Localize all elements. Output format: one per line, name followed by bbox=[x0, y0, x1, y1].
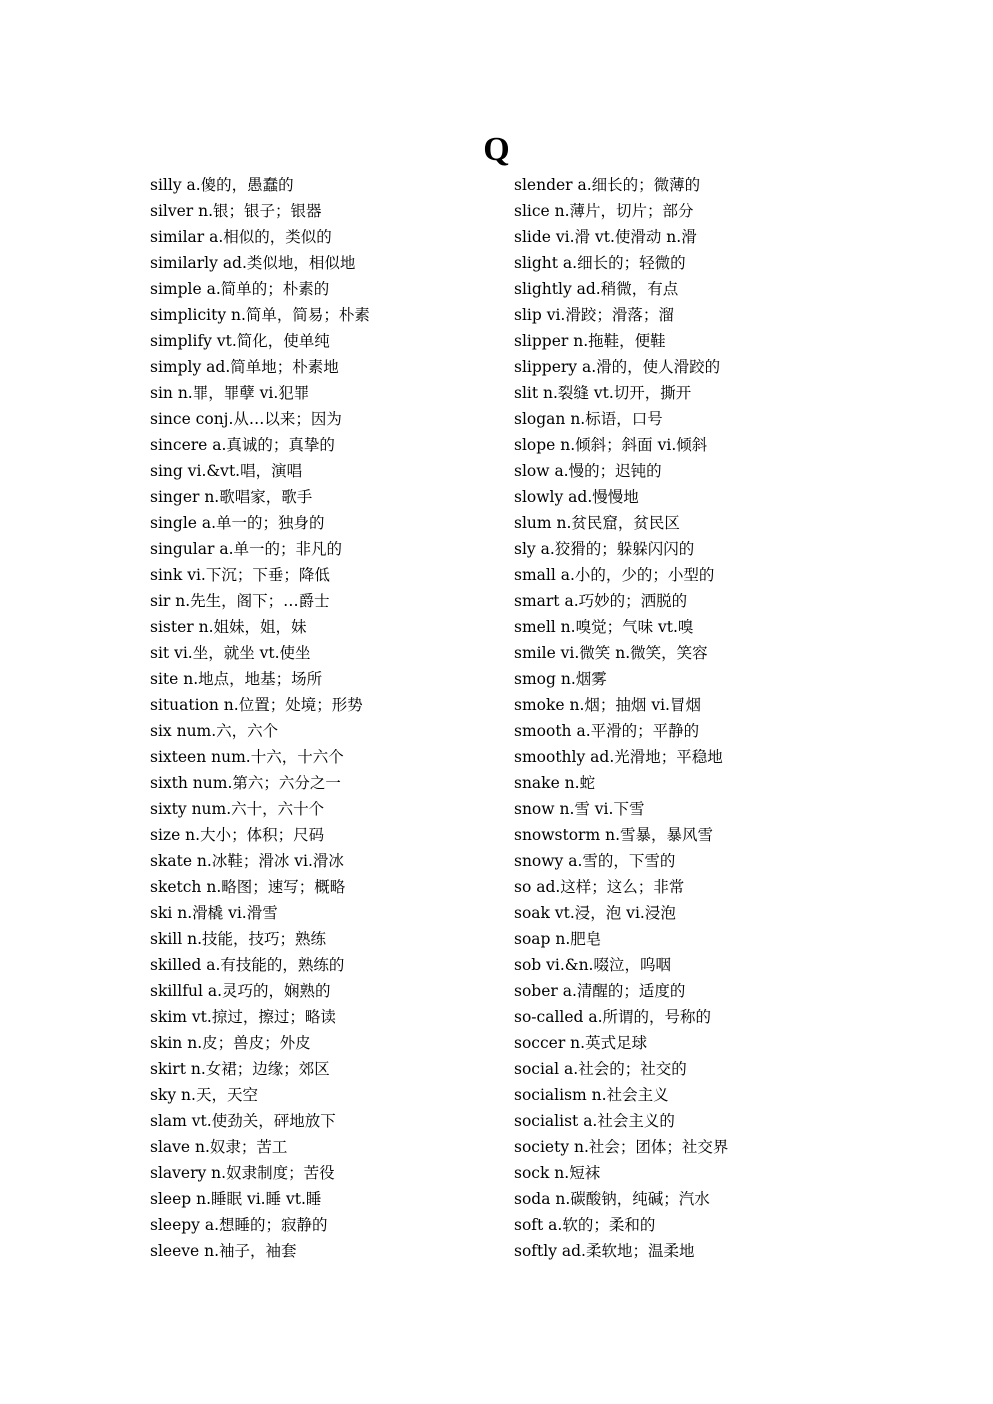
vocab-entry: smart a.巧妙的；洒脱的 bbox=[514, 592, 688, 610]
vocab-entry: sketch n.略图；速写；概略 bbox=[150, 878, 346, 896]
vocab-entry: silly a.傻的，愚蠢的 bbox=[150, 176, 294, 194]
vocab-entry: slightly ad.稍微，有点 bbox=[514, 280, 679, 298]
vocab-entry: skillful a.灵巧的，娴熟的 bbox=[150, 982, 331, 1000]
vocab-entry: so-called a.所谓的，号称的 bbox=[514, 1008, 712, 1026]
vocab-entry: sixteen num.十六，十六个 bbox=[150, 748, 344, 766]
vocab-entry: slavery n.奴隶制度；苦役 bbox=[150, 1164, 335, 1182]
vocab-entry: sleep n.睡眠 vi.睡 vt.睡 bbox=[150, 1190, 322, 1208]
vocab-entry: sink vi.下沉；下垂；降低 bbox=[150, 566, 330, 584]
vocab-entry: slogan n.标语，口号 bbox=[514, 410, 663, 428]
vocab-entry: social a.社会的；社交的 bbox=[514, 1060, 687, 1078]
vocab-entry: skate n.冰鞋；滑冰 vi.滑冰 bbox=[150, 852, 344, 870]
vocab-entry: skilled a.有技能的，熟练的 bbox=[150, 956, 345, 974]
vocab-entry: smile vi.微笑 n.微笑，笑容 bbox=[514, 644, 708, 662]
vocab-entry: softly ad.柔软地；温柔地 bbox=[514, 1242, 695, 1260]
vocab-entry: sky n.天，天空 bbox=[150, 1086, 258, 1104]
vocab-entry: soft a.软的；柔和的 bbox=[514, 1216, 656, 1234]
vocab-entry: slam vt.使劲关，砰地放下 bbox=[150, 1112, 336, 1130]
vocab-entry: slide vi.滑 vt.使滑动 n.滑 bbox=[514, 228, 697, 246]
vocab-entry: snowstorm n.雪暴，暴风雪 bbox=[514, 826, 713, 844]
vocab-entry: socialism n.社会主义 bbox=[514, 1086, 669, 1104]
vocab-entry: skin n.皮；兽皮；外皮 bbox=[150, 1034, 311, 1052]
vocab-entry: slip vi.滑跤；滑落；溜 bbox=[514, 306, 674, 324]
vocab-entry: sixth num.第六；六分之一 bbox=[150, 774, 341, 792]
vocab-entry: slice n.薄片，切片；部分 bbox=[514, 202, 694, 220]
vocab-entry: similarly ad.类似地，相似地 bbox=[150, 254, 356, 272]
vocab-entry: silver n.银；银子；银器 bbox=[150, 202, 322, 220]
vocab-entry: single a.单一的；独身的 bbox=[150, 514, 325, 532]
vocab-entry: sixty num.六十，六十个 bbox=[150, 800, 325, 818]
vocab-entry: sly a.狡猾的；躲躲闪闪的 bbox=[514, 540, 695, 558]
vocab-entry: slippery a.滑的，使人滑跤的 bbox=[514, 358, 721, 376]
vocab-entry: site n.地点，地基；场所 bbox=[150, 670, 323, 688]
vocab-entry: six num.六，六个 bbox=[150, 722, 279, 740]
vocab-entry: skirt n.女裙；边缘；郊区 bbox=[150, 1060, 330, 1078]
vocab-entry: situation n.位置；处境；形势 bbox=[150, 696, 363, 714]
vocab-entry: soap n.肥皂 bbox=[514, 930, 602, 948]
vocab-entry: smoothly ad.光滑地；平稳地 bbox=[514, 748, 723, 766]
vocab-entry: slow a.慢的；迟钝的 bbox=[514, 462, 662, 480]
vocab-entry: singular a.单一的；非凡的 bbox=[150, 540, 343, 558]
vocab-entry: sin n.罪，罪孽 vi.犯罪 bbox=[150, 384, 310, 402]
vocab-entry: sing vi.&vt.唱，演唱 bbox=[150, 462, 303, 480]
vocab-entry: slave n.奴隶；苦工 bbox=[150, 1138, 288, 1156]
vocab-entry: similar a.相似的，类似的 bbox=[150, 228, 332, 246]
vocab-entry: snowy a.雪的，下雪的 bbox=[514, 852, 676, 870]
vocab-entry: socialist a.社会主义的 bbox=[514, 1112, 675, 1130]
vocab-entry: so ad.这样；这么；非常 bbox=[514, 878, 685, 896]
vocab-entry: sober a.清醒的；适度的 bbox=[514, 982, 686, 1000]
vocab-entry: slipper n.拖鞋，便鞋 bbox=[514, 332, 666, 350]
vocab-entry: snake n.蛇 bbox=[514, 774, 596, 792]
vocab-entry: simply ad.简单地；朴素地 bbox=[150, 358, 339, 376]
vocab-entry: since conj.从…以来；因为 bbox=[150, 410, 342, 428]
vocab-entry: slope n.倾斜；斜面 vi.倾斜 bbox=[514, 436, 708, 454]
vocab-entry: simple a.简单的；朴素的 bbox=[150, 280, 330, 298]
vocab-entry: sock n.短袜 bbox=[514, 1164, 601, 1182]
vocab-entry: snow n.雪 vi.下雪 bbox=[514, 800, 645, 818]
vocab-entry: sleepy a.想睡的；寂静的 bbox=[150, 1216, 328, 1234]
vocab-entry: smooth a.平滑的；平静的 bbox=[514, 722, 700, 740]
vocab-entry: smell n.嗅觉；气味 vt.嗅 bbox=[514, 618, 694, 636]
vocab-entry: sincere a.真诚的；真挚的 bbox=[150, 436, 335, 454]
vocab-entry: sister n.姐妹，姐，妹 bbox=[150, 618, 307, 636]
vocab-entry: size n.大小；体积；尺码 bbox=[150, 826, 325, 844]
vocab-entry: skill n.技能，技巧；熟练 bbox=[150, 930, 327, 948]
vocab-entry: skim vt.掠过，擦过；略读 bbox=[150, 1008, 336, 1026]
right-word-column bbox=[514, 172, 854, 1264]
vocab-entry: simplify vt.简化，使单纯 bbox=[150, 332, 330, 350]
left-word-column bbox=[150, 172, 490, 1264]
vocab-entry: soak vt.浸，泡 vi.浸泡 bbox=[514, 904, 676, 922]
vocab-entry: sleeve n.袖子，袖套 bbox=[150, 1242, 297, 1260]
vocab-entry: simplicity n.简单，简易；朴素 bbox=[150, 306, 370, 324]
vocab-entry: society n.社会；团体；社交界 bbox=[514, 1138, 729, 1156]
vocab-entry: slowly ad.慢慢地 bbox=[514, 488, 639, 506]
vocab-entry: smoke n.烟；抽烟 vi.冒烟 bbox=[514, 696, 701, 714]
section-heading: Q bbox=[483, 131, 510, 168]
vocab-entry: slender a.细长的；微薄的 bbox=[514, 176, 701, 194]
vocab-entry: soda n.碳酸钠，纯碱；汽水 bbox=[514, 1190, 710, 1208]
vocab-entry: slum n.贫民窟，贫民区 bbox=[514, 514, 680, 532]
vocab-entry: slight a.细长的；轻微的 bbox=[514, 254, 686, 272]
vocab-entry: singer n.歌唱家，歌手 bbox=[150, 488, 313, 506]
vocab-entry: soccer n.英式足球 bbox=[514, 1034, 648, 1052]
vocab-entry: sob vi.&n.啜泣，呜咽 bbox=[514, 956, 671, 974]
vocab-entry: smog n.烟雾 bbox=[514, 670, 607, 688]
vocab-entry: slit n.裂缝 vt.切开，撕开 bbox=[514, 384, 692, 402]
vocab-entry: small a.小的，少的；小型的 bbox=[514, 566, 715, 584]
vocab-entry: ski n.滑橇 vi.滑雪 bbox=[150, 904, 278, 922]
vocab-entry: sit vi.坐，就坐 vt.使坐 bbox=[150, 644, 311, 662]
vocab-entry: sir n.先生，阁下；…爵士 bbox=[150, 592, 330, 610]
